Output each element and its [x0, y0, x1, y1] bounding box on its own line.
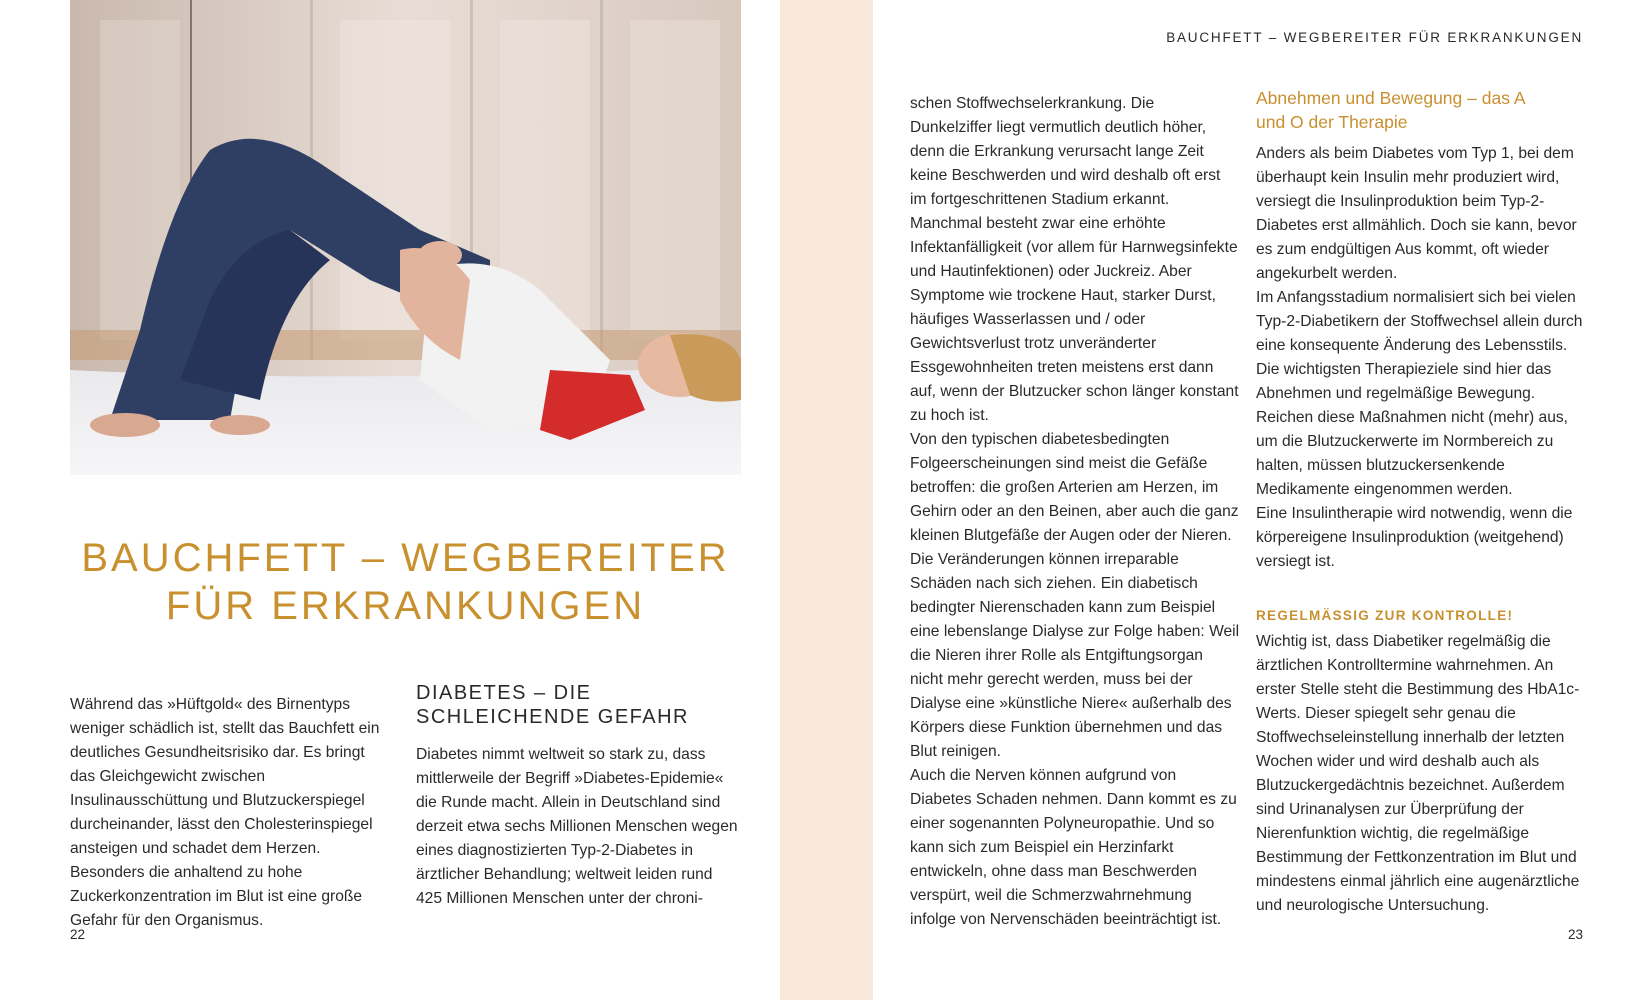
therapy-paragraph-3: Eine Insulintherapie wird notwendig, wenn die körpereigene Insulinproduktion (weitgehend) versiegt ist. — [1256, 505, 1573, 570]
control-paragraph: Wichtig ist, dass Diabetiker regelmäßig die ärztlichen Kontrolltermine wahrnehmen. An erster Stelle steht die Bestimmung des HbA1c-Werts. Dieser spiegelt sehr genau die Stoffwechseleinstellung innerhalb der letzten Wochen wider und wird deshalb auch als Blutzuckergedächtnis bezeichnet. Außerdem sind Urinanalysen zur Überprüfung der Nierenfunktion wichtig, die regelmäßige Bestimmung der Fettkonzentration im Blut und mindestens einmal jährlich eine augenärztliche und neurologische Untersuchung. — [1256, 633, 1580, 914]
diabetes-paragraph: Diabetes nimmt weltweit so stark zu, dass mittlerweile der Begriff »Diabetes-Epidemie« die Runde macht. Allein in Deutschland sind derzeit etwa sechs Millionen Menschen wegen eines diagnostizierten Typ-2-Diabetes in ärztlicher Behandlung; weltweit leiden rund 425 Millionen Menschen unter der chroni- — [416, 746, 738, 907]
main-title-line-1: BAUCHFETT – WEGBEREITER — [81, 536, 730, 580]
continuation-column — [910, 92, 1240, 932]
therapy-heading — [1256, 86, 1586, 134]
control-heading: REGELMÄSSIG ZUR KONTROLLE! — [1256, 608, 1514, 623]
running-header: BAUCHFETT – WEGBEREITER FÜR ERKRANKUNGEN — [1166, 30, 1583, 45]
continuation-paragraph-1: schen Stoffwechselerkrankung. Die Dunkelziffer liegt vermutlich deutlich höher, denn die Erkrankung verursacht lange Zeit keine Beschwerden und wird deshalb oft erst im fortgeschrittenen Stadium erkannt. Manchmal besteht zwar eine erhöhte Infektanfälligkeit (vor allem für Harnwegsinfekte und Hautinfektionen) oder Juckreiz. Aber Symptome wie trockene Haut, starker Durst, häufiges Wasserlassen und / oder Gewichtsverlust trotz unveränderter Essgewohnheiten treten meistens erst dann auf, wenn der Blutzucker schon länger konstant zu hoch ist. — [910, 95, 1239, 424]
page-number-left: 22 — [70, 927, 86, 942]
therapy-heading-line-1: Abnehmen und Bewegung – das A — [1256, 88, 1526, 108]
therapy-column — [1256, 86, 1586, 918]
continuation-paragraph-2: Von den typischen diabetesbedingten Folgeerscheinungen sind meist die Gefäße betroffen: die großen Arterien am Herzen, im Gehirn oder an den Beinen, aber auch die ganz kleinen Blutgefäße der Augen oder der Nieren. Die Veränderungen können irreparable Schäden nach sich ziehen. Ein diabetisch bedingter Nierenschaden kann zum Beispiel eine lebenslange Dialyse zur Folge haben: Weil die Nieren ihrer Rolle als Entgiftungsorgan nicht mehr gerecht werden, muss bei der Dialyse eine »künstliche Niere« außerhalb des Körpers diese Funktion übernehmen und das Blut reinigen. — [910, 431, 1240, 760]
continuation-paragraph-3: Auch die Nerven können aufgrund von Diabetes Schaden nehmen. Dann kommt es zu einer sogenannten Polyneuropathie. Und so kann sich zum Beispiel ein Herzinfarkt entwickeln, ohne dass man Beschwerden verspürt, weil die Schmerzwahrnehmung infolge von Nervenschäden beeinträchtigt ist. — [910, 767, 1237, 928]
page-gutter — [780, 0, 873, 1000]
page-number-right: 23 — [1567, 927, 1583, 942]
intro-paragraph: Während das »Hüftgold« des Birnentyps weniger schädlich ist, stellt das Bauchfett ein deutliches Gesundheitsrisiko dar. Es bringt das Gleichgewicht zwischen Insulinausschüttung und Blutzuckerspiegel durcheinander, lässt den Cholesterinspiegel ansteigen und schadet dem Herzen. Besonders die anhaltend zu hohe Zuckerkonzentration im Blut ist eine große Gefahr für den Organismus. — [70, 696, 380, 929]
diabetes-heading — [416, 681, 741, 729]
diabetes-heading-line-2: SCHLEICHENDE GEFAHR — [416, 706, 689, 728]
main-title-line-2: FÜR ERKRANKUNGEN — [165, 584, 646, 628]
photo-woman-exercising — [70, 0, 741, 475]
intro-column — [70, 693, 390, 933]
main-title — [70, 534, 741, 630]
therapy-paragraph-2: Im Anfangsstadium normalisiert sich bei vielen Typ-2-Diabetikern der Stoffwechsel allein durch eine konsequente Änderung des Lebensstils. Die wichtigsten Therapieziele sind hier das Abnehmen und regelmäßige Bewegung. Reichen diese Maßnahmen nicht (mehr) aus, um die Blutzuckerwerte im Normbereich zu halten, müssen blutzuckersenkende Medikamente eingenommen werden. — [1256, 289, 1583, 498]
therapy-paragraph-1: Anders als beim Diabetes vom Typ 1, bei dem überhaupt kein Insulin mehr produziert wird, versiegt die Insulinproduktion beim Typ-2-Diabetes erst allmählich. Doch sie kann, bevor es zum endgültigen Aus kommt, oft wieder angekurbelt werden. — [1256, 145, 1577, 282]
diabetes-heading-line-1: DIABETES – DIE — [416, 682, 592, 704]
diabetes-column — [416, 681, 741, 911]
therapy-heading-line-2: und O der Therapie — [1256, 112, 1408, 132]
